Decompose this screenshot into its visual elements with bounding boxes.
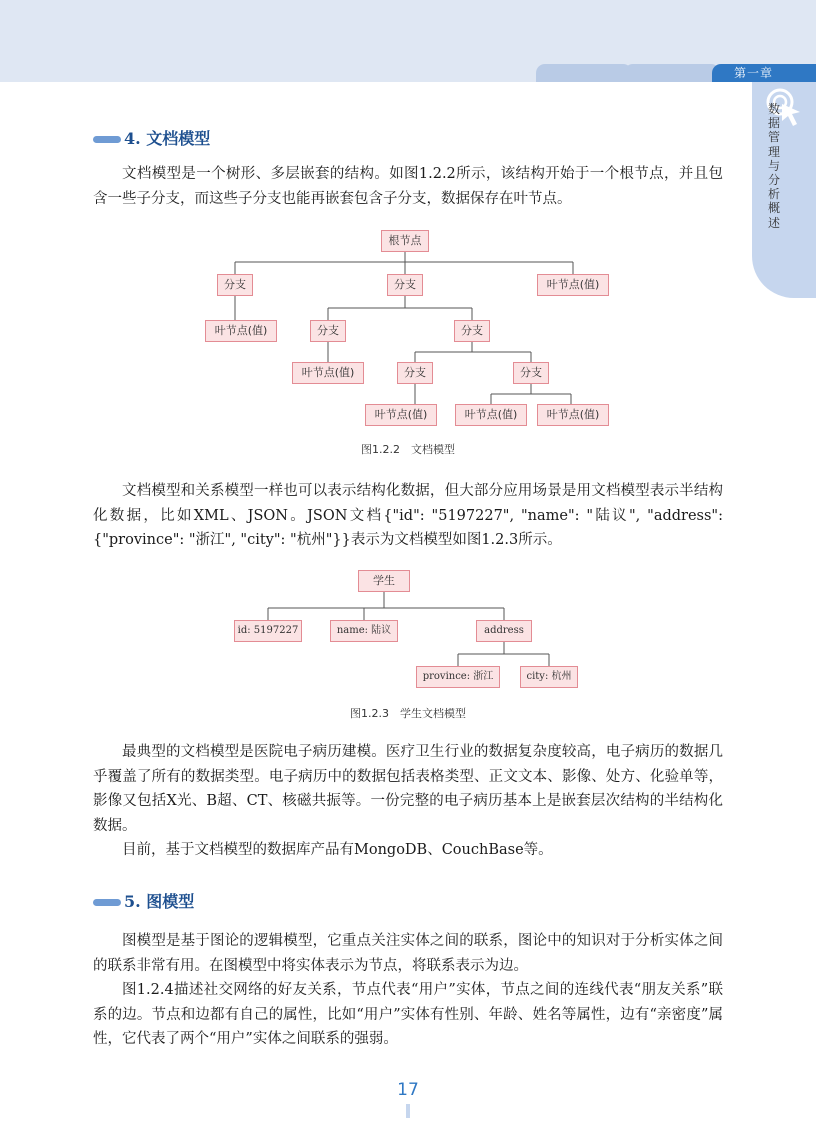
diagram-node: 分支: [217, 274, 253, 296]
heading-bar-decor: [93, 899, 121, 906]
figure-caption: 图1.2.2 文档模型: [361, 443, 455, 456]
diagram-node: 叶节点(值): [292, 362, 364, 384]
diagram-node: 学生: [358, 570, 410, 592]
section-heading-text: 4. 文档模型: [124, 129, 211, 148]
diagram-node: 叶节点(值): [205, 320, 277, 342]
diagram-node: 分支: [387, 274, 423, 296]
diagram-node: 根节点: [381, 230, 429, 252]
page-number-tick: [406, 1104, 410, 1118]
paragraph: 图模型是基于图论的逻辑模型，它重点关注实体之间的联系，图论中的知识对于分析实体之间的联系非常有用。在图模型中将实体表示为节点，将联系表示为边。: [93, 933, 723, 974]
paragraph: 文档模型是一个树形、多层嵌套的结构。如图1.2.2所示，该结构开始于一个根节点，并且包含一些子分支，而这些子分支也能再嵌套包含子分支，数据保存在叶节点。: [93, 166, 723, 207]
diagram-node: name: 陆议: [330, 620, 398, 642]
document-model-diagram: [205, 224, 611, 432]
diagram-node: 分支: [397, 362, 433, 384]
diagram-node: 分支: [513, 362, 549, 384]
diagram-node: 叶节点(值): [537, 274, 609, 296]
header-tab-decor: [624, 64, 720, 82]
paragraph: 目前，基于文档模型的数据库产品有MongoDB、CouchBase等。: [122, 842, 553, 858]
diagram-node: city: 杭州: [520, 666, 578, 688]
page-number: 17: [397, 1080, 419, 1100]
diagram-node: province: 浙江: [416, 666, 500, 688]
chapter-tab: 第一章: [712, 64, 816, 82]
header-tab-decor: [536, 64, 632, 82]
student-document-diagram: [232, 568, 582, 692]
paragraph: 最典型的文档模型是医院电子病历建模。医疗卫生行业的数据复杂度较高，电子病历的数据几乎覆盖了所有的数据类型。电子病历中的数据包括表格类型、正文文本、影像、处方、化验单等，影像又包括X光、B超、CT、核磁共振等。一份完整的电子病历基本上是嵌套层次结构的半结构化数据。: [93, 744, 723, 834]
section-heading-text: 5. 图模型: [124, 892, 195, 911]
figure-caption: 图1.2.3 学生文档模型: [350, 707, 466, 720]
diagram-node: 分支: [454, 320, 490, 342]
diagram-node: 叶节点(值): [365, 404, 437, 426]
section-heading: [93, 128, 210, 150]
diagram-node: address: [476, 620, 532, 642]
diagram-node: id: 5197227: [234, 620, 302, 642]
diagram-node: 叶节点(值): [455, 404, 527, 426]
diagram-node: 叶节点(值): [537, 404, 609, 426]
paragraph: 图1.2.4描述社交网络的好友关系，节点代表“用户”实体，节点之间的连线代表“朋友关系”联系的边。节点和边都有自己的属性，比如“用户”实体有性别、年龄、姓名等属性，边有“亲密度”属性，它代表了两个“用户”实体之间联系的强弱。: [93, 982, 723, 1047]
chapter-side-title: 数据管理与分析概述: [767, 102, 780, 230]
heading-bar-decor: [93, 136, 121, 143]
paragraph: 文档模型和关系模型一样也可以表示结构化数据，但大部分应用场景是用文档模型表示半结构化数据，比如XML、JSON。JSON文档{"id": "5197227", "name": "陆议", "address": {"province": "浙江", "city": "杭州"}}表示为文档模型如图1.2.3所示。: [93, 483, 723, 548]
section-heading: [93, 891, 194, 913]
diagram-node: 分支: [310, 320, 346, 342]
